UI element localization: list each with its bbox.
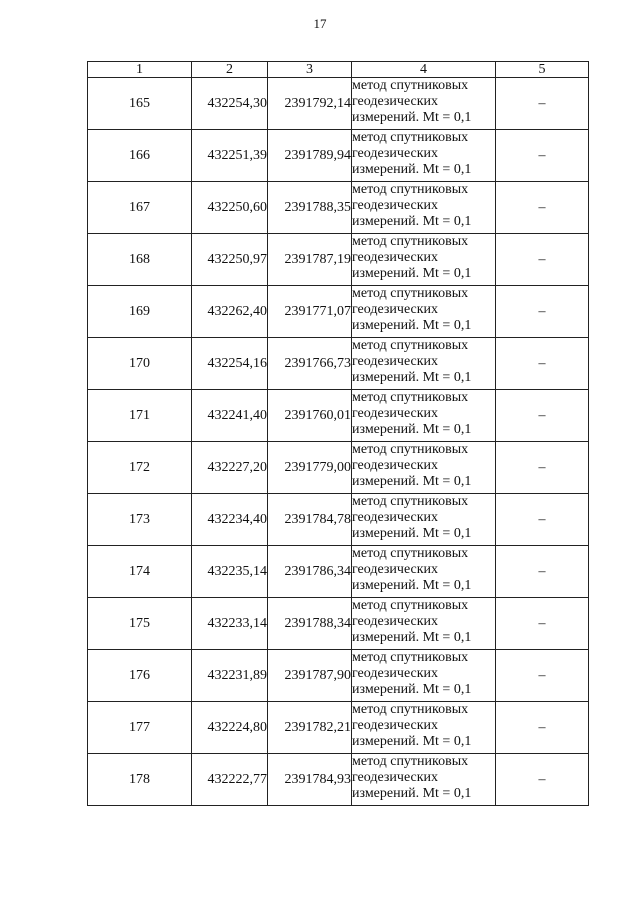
- method-line: метод спутниковых: [352, 286, 469, 301]
- method-line: метод спутниковых: [352, 234, 469, 249]
- table-row: [88, 598, 589, 650]
- point-number: 171: [88, 390, 192, 442]
- method-line: метод спутниковых: [352, 754, 469, 769]
- method-line: измерений. Mt = 0,1: [352, 370, 472, 385]
- method-description: [352, 754, 496, 806]
- coordinate-y: 2391782,21: [268, 702, 352, 754]
- table-row: [88, 78, 589, 130]
- column-header: 4: [352, 62, 496, 78]
- method-line: геодезических: [352, 770, 439, 785]
- method-line: метод спутниковых: [352, 338, 469, 353]
- point-number: 169: [88, 286, 192, 338]
- coordinate-x: 432234,40: [192, 494, 268, 546]
- table-row: [88, 650, 589, 702]
- method-line: измерений. Mt = 0,1: [352, 734, 472, 749]
- method-line: метод спутниковых: [352, 546, 469, 561]
- coordinate-y: 2391784,78: [268, 494, 352, 546]
- method-line: метод спутниковых: [352, 182, 469, 197]
- method-description: [352, 598, 496, 650]
- coordinate-y: 2391788,34: [268, 598, 352, 650]
- coordinate-x: 432254,30: [192, 78, 268, 130]
- method-line: геодезических: [352, 354, 439, 369]
- method-line: измерений. Mt = 0,1: [352, 578, 472, 593]
- coordinate-y: 2391779,00: [268, 442, 352, 494]
- table-row: [88, 234, 589, 286]
- table-row: [88, 130, 589, 182]
- method-line: метод спутниковых: [352, 650, 469, 665]
- point-number: 178: [88, 754, 192, 806]
- method-line: измерений. Mt = 0,1: [352, 474, 472, 489]
- coordinate-x: 432224,80: [192, 702, 268, 754]
- method-line: измерений. Mt = 0,1: [352, 422, 472, 437]
- table-row: [88, 702, 589, 754]
- point-number: 175: [88, 598, 192, 650]
- note-dash: –: [496, 286, 589, 338]
- method-line: метод спутниковых: [352, 78, 469, 93]
- method-description: [352, 182, 496, 234]
- method-line: измерений. Mt = 0,1: [352, 630, 472, 645]
- table-row: [88, 182, 589, 234]
- method-line: геодезических: [352, 406, 439, 421]
- coordinate-y: 2391771,07: [268, 286, 352, 338]
- method-line: метод спутниковых: [352, 494, 469, 509]
- method-line: измерений. Mt = 0,1: [352, 110, 472, 125]
- method-description: [352, 78, 496, 130]
- method-line: метод спутниковых: [352, 130, 469, 145]
- coordinate-x: 432231,89: [192, 650, 268, 702]
- method-line: геодезических: [352, 302, 439, 317]
- coordinate-y: 2391788,35: [268, 182, 352, 234]
- coordinate-x: 432233,14: [192, 598, 268, 650]
- method-description: [352, 494, 496, 546]
- coordinate-x: 432241,40: [192, 390, 268, 442]
- point-number: 176: [88, 650, 192, 702]
- method-line: геодезических: [352, 458, 439, 473]
- coordinate-y: 2391789,94: [268, 130, 352, 182]
- coordinate-y: 2391784,93: [268, 754, 352, 806]
- method-description: [352, 442, 496, 494]
- table-row: [88, 546, 589, 598]
- coordinate-y: 2391787,90: [268, 650, 352, 702]
- coordinate-y: 2391786,34: [268, 546, 352, 598]
- coordinate-y: 2391792,14: [268, 78, 352, 130]
- column-header: 3: [268, 62, 352, 78]
- method-description: [352, 286, 496, 338]
- column-header: 2: [192, 62, 268, 78]
- table-row: [88, 286, 589, 338]
- coordinate-x: 432262,40: [192, 286, 268, 338]
- method-line: измерений. Mt = 0,1: [352, 786, 472, 801]
- method-line: измерений. Mt = 0,1: [352, 162, 472, 177]
- note-dash: –: [496, 494, 589, 546]
- coordinate-y: 2391787,19: [268, 234, 352, 286]
- method-description: [352, 130, 496, 182]
- note-dash: –: [496, 650, 589, 702]
- point-number: 166: [88, 130, 192, 182]
- method-line: метод спутниковых: [352, 598, 469, 613]
- coordinate-x: 432250,97: [192, 234, 268, 286]
- coordinate-x: 432251,39: [192, 130, 268, 182]
- note-dash: –: [496, 754, 589, 806]
- column-header: 5: [496, 62, 589, 78]
- note-dash: –: [496, 702, 589, 754]
- point-number: 168: [88, 234, 192, 286]
- note-dash: –: [496, 78, 589, 130]
- method-line: метод спутниковых: [352, 442, 469, 457]
- method-line: измерений. Mt = 0,1: [352, 682, 472, 697]
- method-line: геодезических: [352, 250, 439, 265]
- page-number: 17: [313, 16, 327, 31]
- method-line: измерений. Mt = 0,1: [352, 266, 472, 281]
- table-row: [88, 754, 589, 806]
- method-description: [352, 338, 496, 390]
- point-number: 165: [88, 78, 192, 130]
- column-header: 1: [88, 62, 192, 78]
- method-line: измерений. Mt = 0,1: [352, 526, 472, 541]
- table-body: [88, 62, 589, 806]
- table-row: [88, 442, 589, 494]
- coordinate-x: 432235,14: [192, 546, 268, 598]
- method-description: [352, 650, 496, 702]
- table-row: [88, 494, 589, 546]
- coordinate-y: 2391760,01: [268, 390, 352, 442]
- point-number: 174: [88, 546, 192, 598]
- point-number: 172: [88, 442, 192, 494]
- coordinate-x: 432227,20: [192, 442, 268, 494]
- method-line: геодезических: [352, 562, 439, 577]
- note-dash: –: [496, 130, 589, 182]
- point-number: 173: [88, 494, 192, 546]
- method-description: [352, 702, 496, 754]
- method-line: геодезических: [352, 718, 439, 733]
- table-row: [88, 338, 589, 390]
- method-line: геодезических: [352, 198, 439, 213]
- method-description: [352, 390, 496, 442]
- method-line: геодезических: [352, 146, 439, 161]
- method-description: [352, 546, 496, 598]
- method-line: геодезических: [352, 666, 439, 681]
- method-line: метод спутниковых: [352, 702, 469, 717]
- method-description: [352, 234, 496, 286]
- coordinate-y: 2391766,73: [268, 338, 352, 390]
- note-dash: –: [496, 442, 589, 494]
- note-dash: –: [496, 390, 589, 442]
- method-line: измерений. Mt = 0,1: [352, 318, 472, 333]
- point-number: 170: [88, 338, 192, 390]
- method-line: геодезических: [352, 510, 439, 525]
- method-line: метод спутниковых: [352, 390, 469, 405]
- method-line: измерений. Mt = 0,1: [352, 214, 472, 229]
- note-dash: –: [496, 182, 589, 234]
- header-row: [88, 62, 589, 78]
- note-dash: –: [496, 546, 589, 598]
- note-dash: –: [496, 234, 589, 286]
- note-dash: –: [496, 598, 589, 650]
- coordinate-x: 432254,16: [192, 338, 268, 390]
- point-number: 167: [88, 182, 192, 234]
- coordinate-x: 432250,60: [192, 182, 268, 234]
- method-line: геодезических: [352, 94, 439, 109]
- coordinate-x: 432222,77: [192, 754, 268, 806]
- note-dash: –: [496, 338, 589, 390]
- table-row: [88, 390, 589, 442]
- method-line: геодезических: [352, 614, 439, 629]
- point-number: 177: [88, 702, 192, 754]
- coordinates-table: [87, 61, 589, 806]
